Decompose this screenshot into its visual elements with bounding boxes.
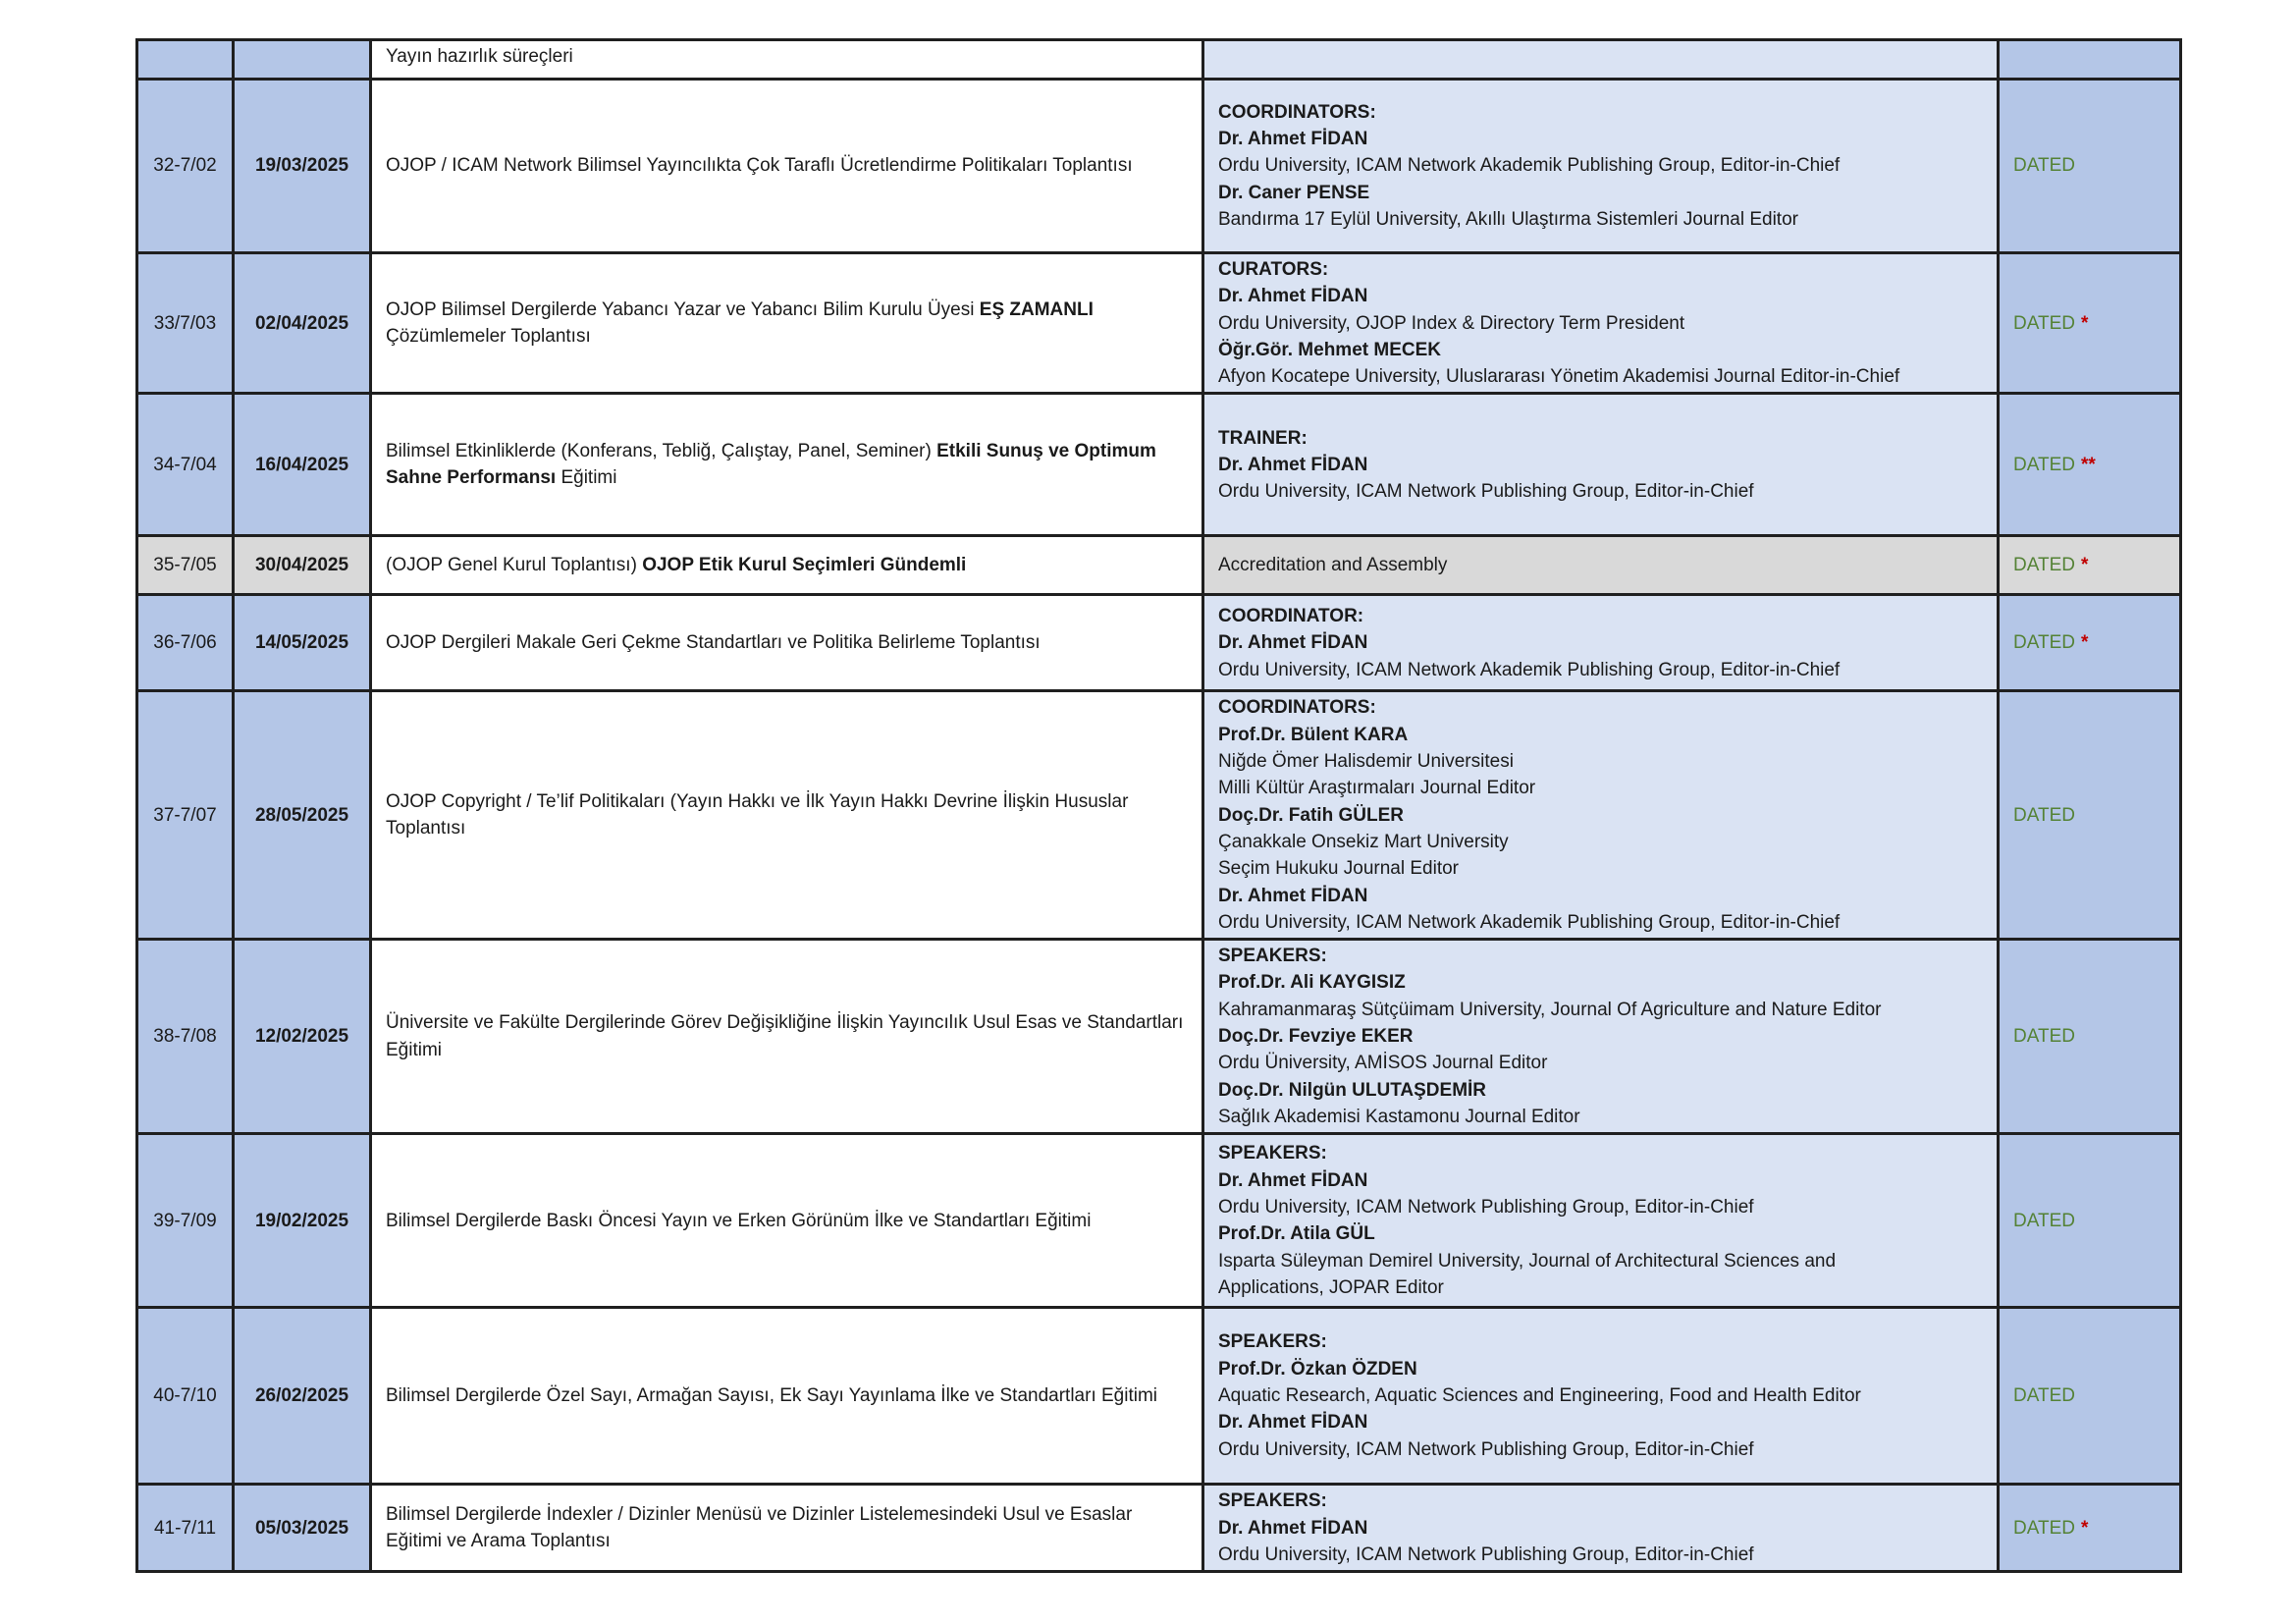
event-date-cell: 12/02/2025: [234, 940, 371, 1134]
event-status-cell: [1999, 595, 2181, 691]
event-date-cell: 14/05/2025: [234, 595, 371, 691]
topic-text: EŞ ZAMANLI: [979, 298, 1094, 320]
status-badge: DATED: [2013, 1210, 2075, 1231]
schedule-body: [137, 40, 2181, 1572]
asterisk-note-marker: *: [2080, 1517, 2089, 1539]
event-topic-cell: [371, 394, 1203, 536]
affiliation-text: Accreditation and Assembly: [1218, 555, 1448, 576]
person-or-role-label: CURATORS:: [1218, 259, 1329, 280]
event-topic-cell: [371, 1485, 1203, 1572]
affiliation-text: Ordu University, ICAM Network Akademik Publishing Group, Editor-in-Chief: [1218, 659, 1841, 680]
event-status-cell: [1999, 691, 2181, 940]
person-or-role-label: Dr. Ahmet FİDAN: [1218, 129, 1368, 150]
affiliation-text: Kahramanmaraş Sütçüimam University, Journal Of Agriculture and Nature Editor: [1218, 999, 1882, 1020]
event-status-cell: [1999, 40, 2181, 80]
affiliation-text: Afyon Kocatepe University, Uluslararası Yönetim Akademisi Journal Editor-in-Chief: [1218, 366, 1900, 388]
person-or-role-label: Öğr.Gör. Mehmet MECEK: [1218, 339, 1441, 360]
person-or-role-label: Prof.Dr. Özkan ÖZDEN: [1218, 1358, 1417, 1380]
person-or-role-label: Dr. Ahmet FİDAN: [1218, 454, 1368, 475]
event-status-cell: [1999, 80, 2181, 253]
event-number-cell: 35-7/05: [137, 536, 234, 595]
event-topic-cell: [371, 536, 1203, 595]
event-people-cell: [1203, 1134, 1999, 1308]
table-row: [137, 80, 2181, 253]
topic-text: OJOP Etik Kurul Seçimleri Gündemli: [642, 555, 967, 576]
event-date-cell: [234, 40, 371, 80]
person-or-role-label: Dr. Ahmet FİDAN: [1218, 1517, 1368, 1539]
person-or-role-label: SPEAKERS:: [1218, 946, 1327, 967]
event-topic-cell: [371, 253, 1203, 394]
status-badge: DATED: [2013, 1385, 2075, 1407]
person-or-role-label: COORDINATORS:: [1218, 697, 1376, 719]
topic-text: OJOP Copyright / Te’lif Politikaları (Yayın Hakkı ve İlk Yayın Hakkı Devrine İlişkin Hususlar Toplantısı: [386, 791, 1129, 839]
table-row: [137, 536, 2181, 595]
event-status-cell: [1999, 940, 2181, 1134]
person-or-role-label: Doç.Dr. Fevziye EKER: [1218, 1026, 1414, 1048]
event-status-cell: [1999, 1308, 2181, 1485]
asterisk-note-marker: *: [2080, 312, 2089, 334]
person-or-role-label: Doç.Dr. Fatih GÜLER: [1218, 804, 1404, 826]
event-number-cell: 34-7/04: [137, 394, 234, 536]
topic-text: Bilimsel Etkinliklerde (Konferans, Tebliğ, Çalıştay, Panel, Seminer): [386, 441, 937, 462]
affiliation-text: Ordu University, ICAM Network Publishing Group, Editor-in-Chief: [1218, 1196, 1754, 1218]
person-or-role-label: TRAINER:: [1218, 427, 1308, 449]
person-or-role-label: SPEAKERS:: [1218, 1331, 1327, 1353]
event-number-cell: 39-7/09: [137, 1134, 234, 1308]
event-people-cell: [1203, 595, 1999, 691]
table-row: [137, 253, 2181, 394]
status-badge: DATED: [2013, 804, 2075, 826]
affiliation-text: Ordu University, ICAM Network Publishing Group, Editor-in-Chief: [1218, 1438, 1754, 1460]
table-row: [137, 940, 2181, 1134]
topic-text: OJOP Bilimsel Dergilerde Yabancı Yazar ve Yabancı Bilim Kurulu Üyesi: [386, 298, 980, 320]
event-number-cell: 41-7/11: [137, 1485, 234, 1572]
event-number-cell: 37-7/07: [137, 691, 234, 940]
asterisk-note-marker: **: [2080, 454, 2096, 475]
table-row: [137, 40, 2181, 80]
affiliation-text: Ordu University, OJOP Index & Directory Term President: [1218, 312, 1685, 334]
table-row: [137, 1308, 2181, 1485]
person-or-role-label: Dr. Ahmet FİDAN: [1218, 286, 1368, 307]
topic-text: Etkili Sunuş ve Optimum Sahne Performansı: [386, 441, 1156, 489]
event-people-cell: [1203, 1308, 1999, 1485]
asterisk-note-marker: *: [2080, 632, 2089, 654]
status-badge: DATED: [2013, 555, 2075, 576]
person-or-role-label: Prof.Dr. Ali KAYGISIZ: [1218, 972, 1406, 994]
event-people-cell: [1203, 536, 1999, 595]
event-date-cell: 02/04/2025: [234, 253, 371, 394]
event-topic-cell: [371, 1308, 1203, 1485]
status-badge: DATED: [2013, 1517, 2075, 1539]
table-row: [137, 1485, 2181, 1572]
affiliation-text: Isparta Süleyman Demirel University, Journal of Architectural Sciences and: [1218, 1250, 1837, 1272]
event-date-cell: 19/03/2025: [234, 80, 371, 253]
affiliation-text: Sağlık Akademisi Kastamonu Journal Editor: [1218, 1106, 1580, 1127]
table-row: [137, 1134, 2181, 1308]
table-row: [137, 394, 2181, 536]
event-number-cell: 32-7/02: [137, 80, 234, 253]
person-or-role-label: Dr. Caner PENSE: [1218, 182, 1370, 203]
topic-text: Çözümlemeler Toplantısı: [386, 326, 591, 348]
affiliation-text: Ordu Üniversity, AMİSOS Journal Editor: [1218, 1053, 1548, 1074]
topic-text: Bilimsel Dergilerde Baskı Öncesi Yayın ve Erken Görünüm İlke ve Standartları Eğitimi: [386, 1210, 1092, 1231]
topic-text: OJOP Dergileri Makale Geri Çekme Standartları ve Politika Belirleme Toplantısı: [386, 632, 1041, 654]
table-row: [137, 595, 2181, 691]
event-status-cell: [1999, 394, 2181, 536]
event-status-cell: [1999, 253, 2181, 394]
status-badge: DATED: [2013, 1026, 2075, 1048]
event-date-cell: 05/03/2025: [234, 1485, 371, 1572]
event-date-cell: 28/05/2025: [234, 691, 371, 940]
event-number-cell: 38-7/08: [137, 940, 234, 1134]
event-people-cell: [1203, 940, 1999, 1134]
person-or-role-label: Dr. Ahmet FİDAN: [1218, 1169, 1368, 1191]
asterisk-note-marker: *: [2080, 555, 2089, 576]
topic-text: Bilimsel Dergilerde İndexler / Dizinler Menüsü ve Dizinler Listelemesindeki Usul ve Esaslar Eğitimi ve Arama Toplantısı: [386, 1503, 1133, 1552]
event-date-cell: 26/02/2025: [234, 1308, 371, 1485]
event-topic-cell: [371, 80, 1203, 253]
event-topic-cell: [371, 40, 1203, 80]
affiliation-text: Aquatic Research, Aquatic Sciences and Engineering, Food and Health Editor: [1218, 1385, 1861, 1407]
affiliation-text: Milli Kültür Araştırmaları Journal Editor: [1218, 778, 1536, 799]
event-topic-cell: [371, 595, 1203, 691]
event-number-cell: [137, 40, 234, 80]
event-people-cell: [1203, 1485, 1999, 1572]
affiliation-text: Ordu University, ICAM Network Akademik Publishing Group, Editor-in-Chief: [1218, 155, 1841, 177]
affiliation-text: Seçim Hukuku Journal Editor: [1218, 858, 1459, 880]
event-status-cell: [1999, 1134, 2181, 1308]
person-or-role-label: Dr. Ahmet FİDAN: [1218, 1412, 1368, 1434]
table-row: [137, 691, 2181, 940]
person-or-role-label: SPEAKERS:: [1218, 1143, 1327, 1164]
topic-text: Üniversite ve Fakülte Dergilerinde Görev Değişikliğine İlişkin Yayıncılık Usul Esas ve Standartları Eğitimi: [386, 1012, 1184, 1060]
event-topic-cell: [371, 691, 1203, 940]
topic-text: (OJOP Genel Kurul Toplantısı): [386, 555, 643, 576]
affiliation-text: Applications, JOPAR Editor: [1218, 1276, 1444, 1298]
topic-text: Yayın hazırlık süreçleri: [386, 46, 573, 67]
affiliation-text: Ordu University, ICAM Network Publishing Group, Editor-in-Chief: [1218, 1543, 1754, 1565]
person-or-role-label: COORDINATORS:: [1218, 101, 1376, 123]
topic-text: Eğitimi: [556, 467, 617, 489]
affiliation-text: Ordu University, ICAM Network Publishing Group, Editor-in-Chief: [1218, 481, 1754, 503]
affiliation-text: Çanakkale Onsekiz Mart University: [1218, 831, 1509, 852]
affiliation-text: Ordu University, ICAM Network Akademik Publishing Group, Editor-in-Chief: [1218, 911, 1841, 933]
affiliation-text: Niğde Ömer Halisdemir Universitesi: [1218, 751, 1514, 773]
event-topic-cell: [371, 940, 1203, 1134]
person-or-role-label: Doç.Dr. Nilgün ULUTAŞDEMİR: [1218, 1079, 1487, 1101]
person-or-role-label: SPEAKERS:: [1218, 1490, 1327, 1512]
person-or-role-label: Prof.Dr. Atila GÜL: [1218, 1223, 1375, 1245]
event-number-cell: 33/7/03: [137, 253, 234, 394]
event-number-cell: 40-7/10: [137, 1308, 234, 1485]
event-people-cell: [1203, 394, 1999, 536]
status-badge: DATED: [2013, 155, 2075, 177]
event-people-cell: [1203, 691, 1999, 940]
event-date-cell: 30/04/2025: [234, 536, 371, 595]
person-or-role-label: COORDINATOR:: [1218, 606, 1364, 627]
status-badge: DATED: [2013, 312, 2075, 334]
person-or-role-label: Dr. Ahmet FİDAN: [1218, 632, 1368, 654]
event-number-cell: 36-7/06: [137, 595, 234, 691]
topic-text: Bilimsel Dergilerde Özel Sayı, Armağan Sayısı, Ek Sayı Yayınlama İlke ve Standartları Eğitimi: [386, 1385, 1158, 1407]
event-people-cell: [1203, 80, 1999, 253]
event-people-cell: [1203, 40, 1999, 80]
event-date-cell: 19/02/2025: [234, 1134, 371, 1308]
person-or-role-label: Prof.Dr. Bülent KARA: [1218, 724, 1409, 745]
status-badge: DATED: [2013, 632, 2075, 654]
event-status-cell: [1999, 1485, 2181, 1572]
event-people-cell: [1203, 253, 1999, 394]
topic-text: OJOP / ICAM Network Bilimsel Yayıncılıkta Çok Taraflı Ücretlendirme Politikaları Toplantısı: [386, 155, 1133, 177]
status-badge: DATED: [2013, 454, 2075, 475]
event-topic-cell: [371, 1134, 1203, 1308]
event-status-cell: [1999, 536, 2181, 595]
person-or-role-label: Dr. Ahmet FİDAN: [1218, 885, 1368, 906]
schedule-table: [135, 38, 2182, 1573]
affiliation-text: Bandırma 17 Eylül University, Akıllı Ulaştırma Sistemleri Journal Editor: [1218, 208, 1798, 230]
event-date-cell: 16/04/2025: [234, 394, 371, 536]
